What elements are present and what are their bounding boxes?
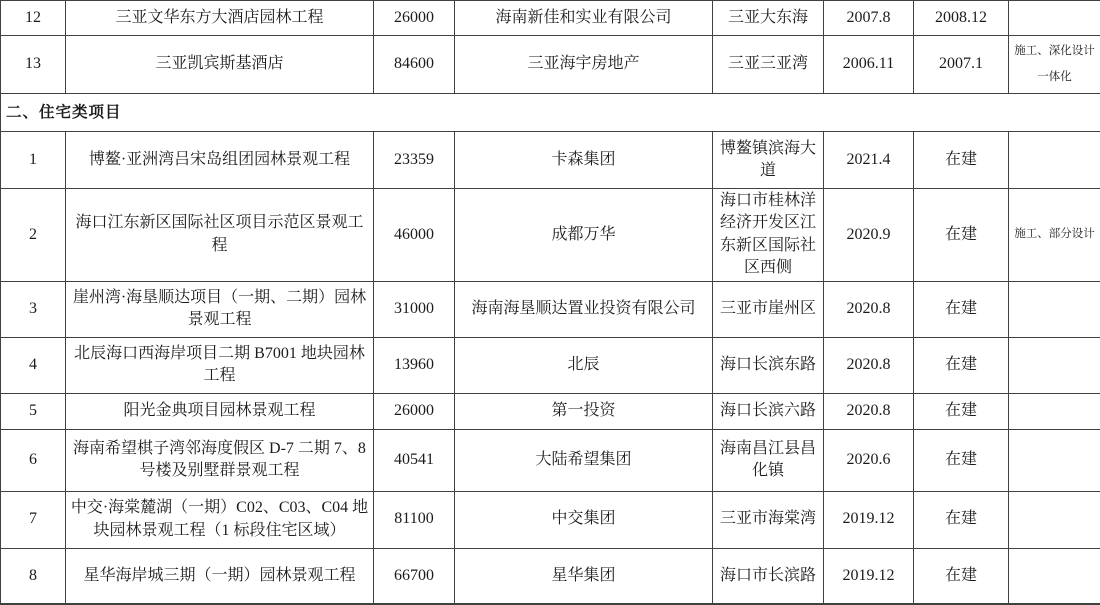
cell-area: 13960 <box>374 337 455 393</box>
cell-area: 81100 <box>374 491 455 548</box>
cell-status: 在建 <box>914 132 1009 189</box>
cell-project-name: 三亚凯宾斯基酒店 <box>66 36 374 94</box>
cell-client: 三亚海宇房地产 <box>455 36 713 94</box>
table-row <box>1 491 1100 548</box>
cell-project-name: 海南希望棋子湾邻海度假区 D-7 二期 7、8 号楼及别墅群景观工程 <box>66 429 374 491</box>
cell-client: 中交集团 <box>455 491 713 548</box>
cell-area: 26000 <box>374 1 455 36</box>
table-row <box>1 337 1100 393</box>
table-body <box>1 1 1100 605</box>
table-row <box>1 1 1100 36</box>
cell-project-name: 三亚文华东方大酒店园林工程 <box>66 1 374 36</box>
cell-status: 在建 <box>914 189 1009 282</box>
cell-location: 海南昌江县昌化镇 <box>713 429 824 491</box>
cell-no: 2 <box>1 189 66 282</box>
cell-location: 博鳌镇滨海大道 <box>713 132 824 189</box>
cell-note <box>1009 393 1100 429</box>
cell-location: 海口长滨东路 <box>713 337 824 393</box>
cell-no: 13 <box>1 36 66 94</box>
cell-no: 7 <box>1 491 66 548</box>
cell-status: 在建 <box>914 548 1009 604</box>
table-row <box>1 548 1100 604</box>
cell-location: 三亚市崖州区 <box>713 281 824 337</box>
cell-project-name: 海口江东新区国际社区项目示范区景观工程 <box>66 189 374 282</box>
cell-client: 第一投资 <box>455 393 713 429</box>
table-row <box>1 36 1100 94</box>
cell-note <box>1009 491 1100 548</box>
cell-project-name: 博鳌·亚洲湾吕宋岛组团园林景观工程 <box>66 132 374 189</box>
cell-start-date: 2019.12 <box>824 491 914 548</box>
cell-client: 大陆希望集团 <box>455 429 713 491</box>
cell-status: 2007.1 <box>914 36 1009 94</box>
cell-status: 在建 <box>914 337 1009 393</box>
cell-no: 6 <box>1 429 66 491</box>
cell-area: 84600 <box>374 36 455 94</box>
cell-note: 施工、部分设计 <box>1009 189 1100 282</box>
table-row <box>1 132 1100 189</box>
cell-location: 海口市桂林洋经济开发区江东新区国际社区西侧 <box>713 189 824 282</box>
cell-area: 66700 <box>374 548 455 604</box>
cell-no: 12 <box>1 1 66 36</box>
cell-location: 三亚市海棠湾 <box>713 491 824 548</box>
cell-start-date: 2007.8 <box>824 1 914 36</box>
cell-no: 3 <box>1 281 66 337</box>
cell-start-date: 2020.8 <box>824 393 914 429</box>
cell-start-date: 2020.6 <box>824 429 914 491</box>
cell-location: 海口长滨六路 <box>713 393 824 429</box>
cell-no: 8 <box>1 548 66 604</box>
section-header-row <box>1 94 1100 132</box>
table-row <box>1 281 1100 337</box>
table-row <box>1 189 1100 282</box>
cell-start-date: 2021.4 <box>824 132 914 189</box>
cell-status: 2008.12 <box>914 1 1009 36</box>
cell-note <box>1009 1 1100 36</box>
cell-no: 4 <box>1 337 66 393</box>
section-title: 二、住宅类项目 <box>1 94 1100 132</box>
cell-status: 在建 <box>914 429 1009 491</box>
cell-client: 星华集团 <box>455 548 713 604</box>
cell-status: 在建 <box>914 281 1009 337</box>
cell-area: 40541 <box>374 429 455 491</box>
cell-project-name: 阳光金典项目园林景观工程 <box>66 393 374 429</box>
cell-project-name: 中交·海棠麓湖（一期）C02、C03、C04 地块园林景观工程（1 标段住宅区域） <box>66 491 374 548</box>
cell-client: 海南新佳和实业有限公司 <box>455 1 713 36</box>
cell-start-date: 2006.11 <box>824 36 914 94</box>
cell-note <box>1009 429 1100 491</box>
cell-note <box>1009 132 1100 189</box>
cell-client: 海南海垦顺达置业投资有限公司 <box>455 281 713 337</box>
cell-client: 卡森集团 <box>455 132 713 189</box>
table-row <box>1 393 1100 429</box>
cell-location: 三亚三亚湾 <box>713 36 824 94</box>
cell-location: 海口市长滨路 <box>713 548 824 604</box>
cell-area: 46000 <box>374 189 455 282</box>
cell-note <box>1009 337 1100 393</box>
cell-no: 1 <box>1 132 66 189</box>
cell-project-name: 北辰海口西海岸项目二期 B7001 地块园林工程 <box>66 337 374 393</box>
cell-start-date: 2019.12 <box>824 548 914 604</box>
cell-area: 26000 <box>374 393 455 429</box>
cell-note: 施工、深化设计一体化 <box>1009 36 1100 94</box>
cell-client: 成都万华 <box>455 189 713 282</box>
cell-project-name: 星华海岸城三期（一期）园林景观工程 <box>66 548 374 604</box>
cell-start-date: 2020.9 <box>824 189 914 282</box>
cell-client: 北辰 <box>455 337 713 393</box>
cell-note <box>1009 281 1100 337</box>
cell-area: 23359 <box>374 132 455 189</box>
cell-status: 在建 <box>914 491 1009 548</box>
cell-location: 三亚大东海 <box>713 1 824 36</box>
cell-start-date: 2020.8 <box>824 337 914 393</box>
cell-no: 5 <box>1 393 66 429</box>
cell-start-date: 2020.8 <box>824 281 914 337</box>
table-row <box>1 429 1100 491</box>
cell-area: 31000 <box>374 281 455 337</box>
cell-project-name: 崖州湾·海垦顺达项目（一期、二期）园林景观工程 <box>66 281 374 337</box>
cell-note <box>1009 548 1100 604</box>
cell-status: 在建 <box>914 393 1009 429</box>
